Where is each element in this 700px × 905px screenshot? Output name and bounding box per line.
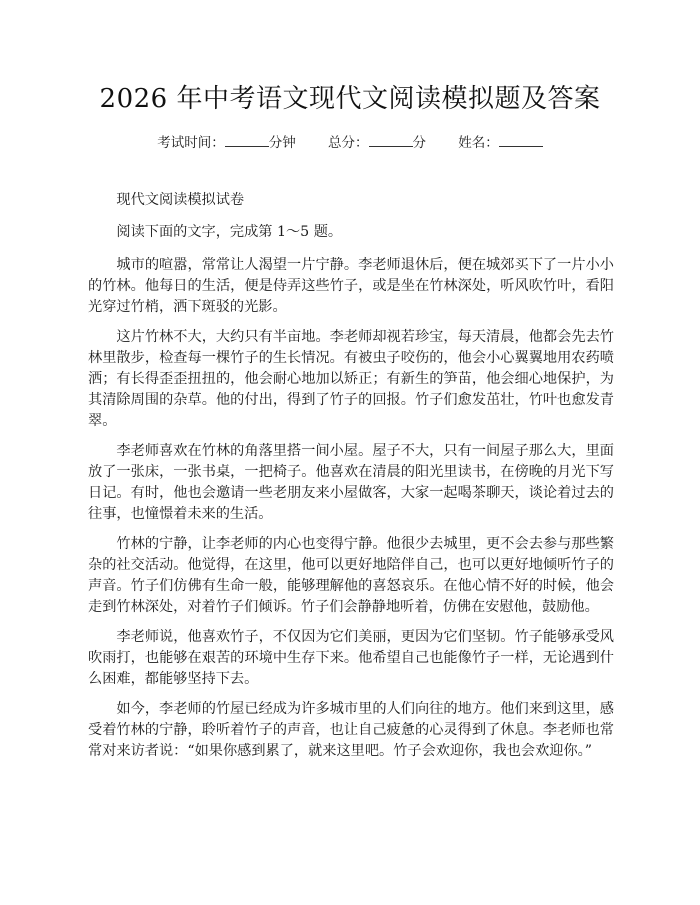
document-title: 2026 年中考语文现代文阅读模拟题及答案 — [99, 84, 601, 114]
section-heading: 现代文阅读模拟试卷 — [116, 192, 245, 208]
passage-paragraph: 这片竹林不大，大约只有半亩地。李老师却视若珍宝，每天清晨，他都会先去竹林里散步，检查每一棵竹子的生长情况。有被虫子咬伤的，他会小心翼翼地用农药喷洒；有长得歪歪扭扭的，他会耐心地加以矫正；有新生的笋苗，他会细心地保护，为其清除周围的杂草。他的付出，得到了竹子的回报。竹子们愈发茁壮，竹叶也愈发青翠。 — [88, 329, 614, 429]
reading-passage — [88, 190, 614, 771]
exam-info-line — [0, 132, 700, 153]
exam-time-blank — [225, 132, 269, 147]
passage-paragraph: 李老师说，他喜欢竹子，不仅因为它们美丽，更因为它们坚韧。竹子能够承受风吹雨打，也能够在艰苦的环境中生存下来。他希望自己也能像竹子一样，无论遇到什么困难，都能够坚持下去。 — [88, 629, 614, 687]
exam-time-field — [157, 135, 300, 151]
passage-paragraph: 竹林的宁静，让李老师的内心也变得宁静。他很少去城里，更不会去参与那些繁杂的社交活动。他觉得，在这里，他可以更好地陪伴自己，也可以更好地倾听竹子的声音。竹子们仿佛有生命一般，能够理解他的喜怒哀乐。在他心情不好的时候，他会走到竹林深处，对着竹子们倾诉。竹子们会静静地听着，仿佛在安慰他，鼓励他。 — [88, 536, 614, 615]
student-name-blank — [499, 132, 543, 147]
passage-paragraph: 城市的喧嚣，常常让人渴望一片宁静。李老师退休后，便在城郊买下了一片小小的竹林。他每日的生活，便是侍弄这些竹子，或是坐在竹林深处，听风吹竹叶，看阳光穿过竹梢，洒下斑驳的光影。 — [88, 257, 614, 315]
total-score-unit: 分 — [412, 135, 426, 151]
passage-paragraph: 如今，李老师的竹屋已经成为许多城市里的人们向往的地方。他们来到这里，感受着竹林的宁静，聆听着竹子的声音，也让自己疲惫的心灵得到了休息。李老师也常常对来访者说：“如果你感到累了，就来这里吧。竹子会欢迎你，我也会欢迎你。” — [88, 701, 614, 759]
total-score-label: 总分： — [328, 135, 369, 151]
student-name-field — [458, 135, 543, 151]
passage-paragraph: 李老师喜欢在竹林的角落里搭一间小屋。屋子不大，只有一间屋子那么大，里面放了一张床，一张书桌，一把椅子。他喜欢在清晨的阳光里读书，在傍晚的月光下写日记。有时，他也会邀请一些老朋友来小屋做客，大家一起喝茶聊天，谈论着过去的往事，也憧憬着未来的生活。 — [88, 443, 614, 522]
student-name-label: 姓名： — [458, 135, 499, 151]
exam-time-unit: 分钟 — [268, 135, 296, 151]
reading-instructions: 阅读下面的文字，完成第 1～5 题。 — [116, 224, 343, 240]
total-score-blank — [369, 132, 413, 147]
exam-time-label: 考试时间： — [157, 135, 225, 151]
total-score-field — [328, 135, 430, 151]
